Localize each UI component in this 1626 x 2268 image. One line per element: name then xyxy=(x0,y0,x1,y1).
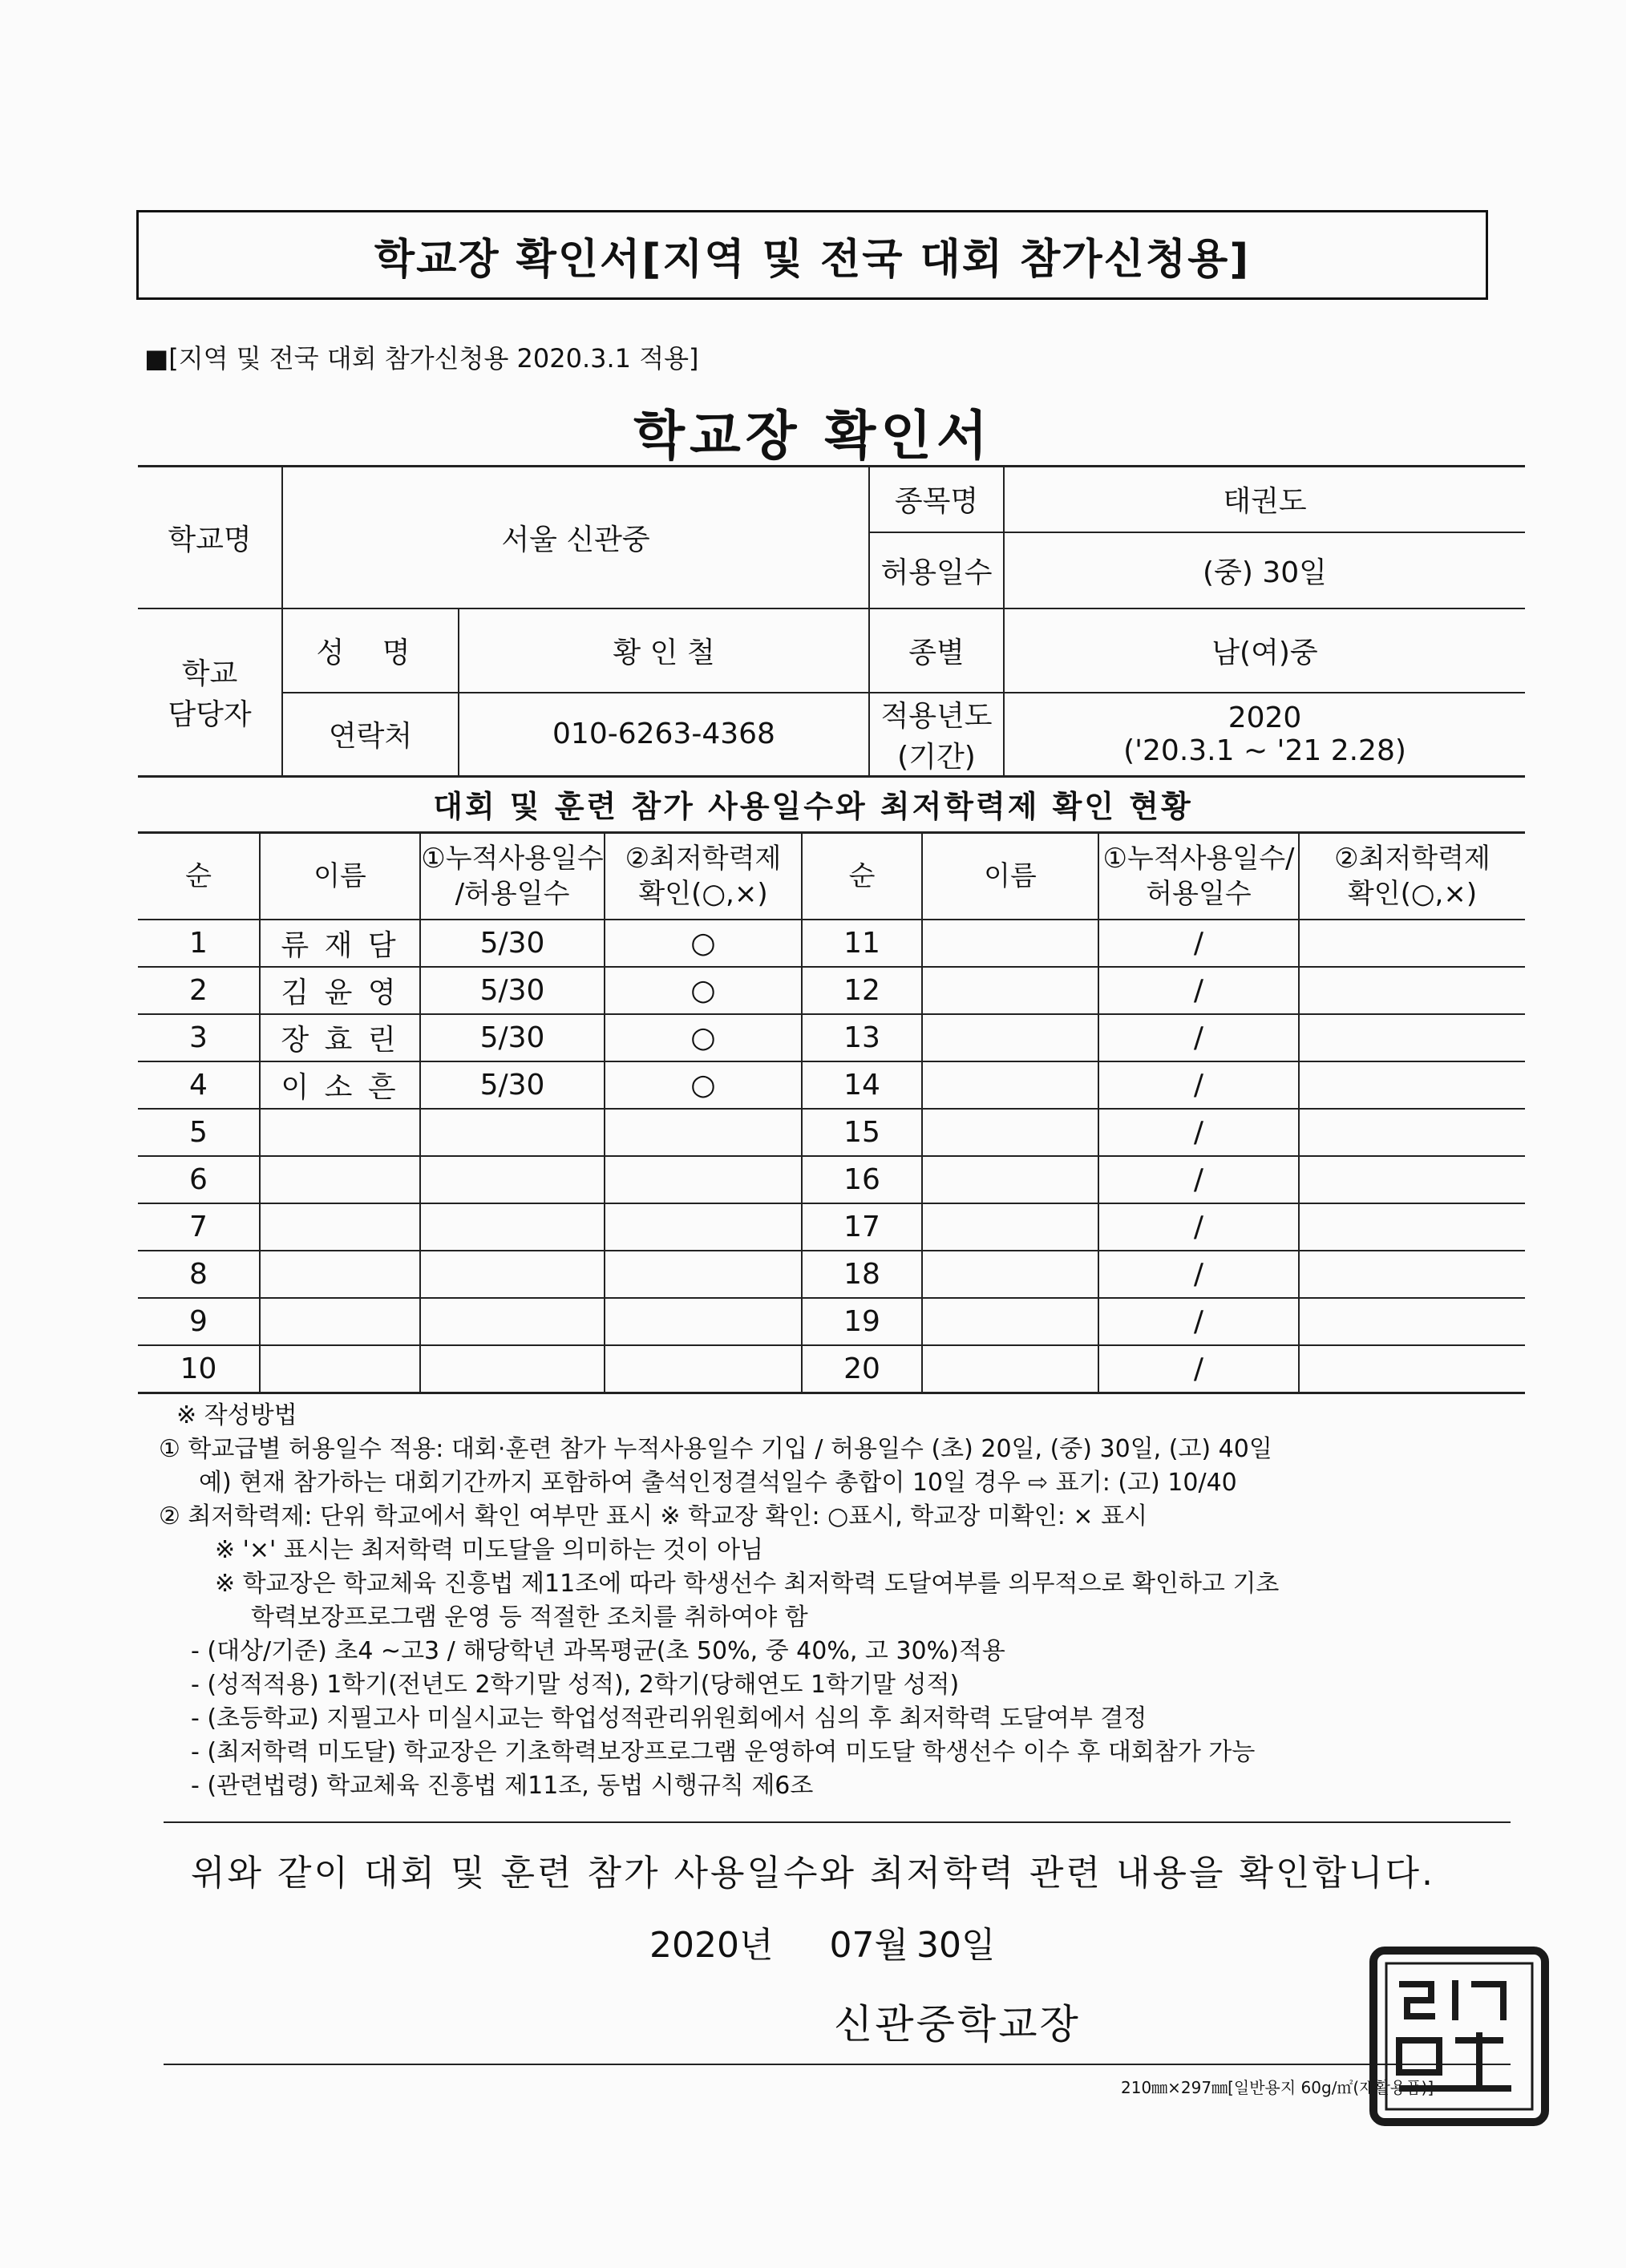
days-used-right: / xyxy=(1098,1061,1299,1109)
header-check-line2: 확인(○,×) xyxy=(638,878,768,910)
school-seal-stamp xyxy=(1367,1944,1551,2129)
row-number: 10 xyxy=(138,1345,260,1393)
days-used xyxy=(420,1156,605,1203)
detail-1: - (대상/기준) 초4 ~고3 / 해당학년 과목평균(초 50%, 중 40%, 고 30%)적용 xyxy=(191,1637,1005,1665)
academic-check-right xyxy=(1299,967,1525,1014)
school-value: 서울 신관중 xyxy=(282,467,869,608)
header-days-right-line2: 허용일수 xyxy=(1146,878,1252,910)
year-label-line1: 적용년도 xyxy=(880,699,993,733)
row-number: 1 xyxy=(138,920,260,967)
student-name-right xyxy=(922,1345,1098,1393)
category-label: 종별 xyxy=(869,608,1004,693)
academic-check-right xyxy=(1299,1109,1525,1156)
days-used-right: / xyxy=(1098,1156,1299,1203)
detail-5: - (관련법령) 학교체육 진흥법 제11조, 동법 시행규칙 제6조 xyxy=(191,1772,814,1800)
year-value-line2: ('20.3.1 ~ '21 2.28) xyxy=(1123,734,1406,767)
academic-check: ○ xyxy=(605,967,802,1014)
days-used-right: / xyxy=(1098,1251,1299,1298)
row-number-right: 20 xyxy=(802,1345,922,1393)
table-row xyxy=(138,967,1525,1014)
row-number-right: 11 xyxy=(802,920,922,967)
note-2-c: 학력보장프로그램 운영 등 적절한 조치를 취하여야 함 xyxy=(251,1603,808,1631)
academic-check-right xyxy=(1299,1298,1525,1345)
row-number-right: 19 xyxy=(802,1298,922,1345)
days-used-right: / xyxy=(1098,1203,1299,1251)
row-number: 2 xyxy=(138,967,260,1014)
header-days-right-line1: ①누적사용일수/ xyxy=(1102,843,1295,875)
document-title: 학교장 확인서 xyxy=(633,405,993,467)
header-days-line1: ①누적사용일수 xyxy=(421,843,604,875)
days-used xyxy=(420,1345,605,1393)
year-label-line2: (기간) xyxy=(897,740,976,774)
notes-section xyxy=(159,1399,1538,1803)
table-row xyxy=(138,1345,1525,1393)
academic-check-right xyxy=(1299,1156,1525,1203)
header-order-right: 순 xyxy=(802,833,922,920)
days-used xyxy=(420,1109,605,1156)
days-used-right: / xyxy=(1098,1014,1299,1061)
days-used: 5/30 xyxy=(420,1014,605,1061)
event-value: 태권도 xyxy=(1004,467,1525,532)
student-name: 이 소 흔 xyxy=(260,1061,420,1109)
staff-label-line2: 담당자 xyxy=(168,698,252,732)
allowed-days-label: 허용일수 xyxy=(869,532,1004,608)
row-number-right: 17 xyxy=(802,1203,922,1251)
table-row xyxy=(138,1061,1525,1109)
student-name xyxy=(260,1251,420,1298)
contact-label: 연락처 xyxy=(282,693,459,777)
issue-date xyxy=(649,1916,1051,1967)
school-label: 학교명 xyxy=(138,467,282,608)
days-used-right: / xyxy=(1098,1345,1299,1393)
academic-check-right xyxy=(1299,1251,1525,1298)
academic-check: ○ xyxy=(605,1014,802,1061)
academic-check xyxy=(605,1345,802,1393)
table-row xyxy=(138,1251,1525,1298)
header-check-right xyxy=(1299,833,1525,920)
row-number-right: 15 xyxy=(802,1109,922,1156)
header-box-title: 학교장 확인서[지역 및 전국 대회 참가신청용] xyxy=(136,210,1488,300)
event-label: 종목명 xyxy=(869,467,1004,532)
student-name-right xyxy=(922,1203,1098,1251)
academic-check xyxy=(605,1203,802,1251)
student-name-right xyxy=(922,967,1098,1014)
header-name-right: 이름 xyxy=(922,833,1098,920)
student-name xyxy=(260,1298,420,1345)
row-number-right: 18 xyxy=(802,1251,922,1298)
row-number-right: 13 xyxy=(802,1014,922,1061)
academic-check xyxy=(605,1298,802,1345)
contact-value: 010-6263-4368 xyxy=(459,693,869,777)
date-day: 30일 xyxy=(916,1925,996,1966)
row-number: 5 xyxy=(138,1109,260,1156)
row-number: 6 xyxy=(138,1156,260,1203)
row-number: 7 xyxy=(138,1203,260,1251)
row-number: 8 xyxy=(138,1251,260,1298)
note-2-b: ※ 학교장은 학교체육 진흥법 제11조에 따라 학생선수 최저학력 도달여부를 의무적으로 확인하고 기초 xyxy=(215,1570,1280,1598)
divider-bottom xyxy=(164,2064,1511,2065)
student-name-right xyxy=(922,1156,1098,1203)
student-name: 류 재 담 xyxy=(260,920,420,967)
header-check xyxy=(605,833,802,920)
student-name xyxy=(260,1156,420,1203)
divider-top xyxy=(164,1821,1511,1823)
row-number-right: 14 xyxy=(802,1061,922,1109)
year-label xyxy=(869,693,1004,777)
header-days-line2: /허용일수 xyxy=(455,878,570,910)
year-value-line1: 2020 xyxy=(1228,701,1302,734)
days-used-right: / xyxy=(1098,1109,1299,1156)
date-year: 2020년 xyxy=(649,1925,774,1966)
student-name xyxy=(260,1345,420,1393)
student-name-right xyxy=(922,1109,1098,1156)
paper-footer: 210㎜×297㎜[일반용지 60g/㎡(재활용품)] xyxy=(1121,2078,1434,2097)
note-2-a: ※ '×' 표시는 최저학력 미도달을 의미하는 것이 아님 xyxy=(215,1536,764,1564)
row-number: 3 xyxy=(138,1014,260,1061)
allowed-days-value: (중) 30일 xyxy=(1004,532,1525,608)
student-name-right xyxy=(922,1061,1098,1109)
student-name-right xyxy=(922,920,1098,967)
academic-check-right xyxy=(1299,1061,1525,1109)
table-row xyxy=(138,1298,1525,1345)
student-name-right xyxy=(922,1251,1098,1298)
staff-label-line1: 학교 xyxy=(181,657,238,691)
detail-3: - (초등학교) 지필고사 미실시교는 학업성적관리위원회에서 심의 후 최저학력 도달여부 결정 xyxy=(191,1704,1147,1732)
academic-check xyxy=(605,1156,802,1203)
days-used: 5/30 xyxy=(420,920,605,967)
table-row xyxy=(138,1014,1525,1061)
student-name: 장 효 린 xyxy=(260,1014,420,1061)
info-table xyxy=(138,465,1525,778)
table-row xyxy=(138,1156,1525,1203)
academic-check: ○ xyxy=(605,920,802,967)
academic-check-right xyxy=(1299,1345,1525,1393)
academic-check xyxy=(605,1109,802,1156)
name-label: 성 명 xyxy=(282,608,459,693)
academic-check: ○ xyxy=(605,1061,802,1109)
participation-table xyxy=(138,831,1525,1394)
category-value: 남(여)중 xyxy=(1004,608,1525,693)
detail-2: - (성적적용) 1학기(전년도 2학기말 성적), 2학기(당해연도 1학기말 성적) xyxy=(191,1671,960,1699)
note-1: ① 학교급별 허용일수 적용: 대회·훈련 참가 누적사용일수 기입 / 허용일수 (초) 20일, (중) 30일, (고) 40일 xyxy=(159,1435,1272,1463)
row-number-right: 12 xyxy=(802,967,922,1014)
applied-note: ■[지역 및 전국 대회 참가신청용 2020.3.1 적용] xyxy=(144,343,699,374)
student-name xyxy=(260,1203,420,1251)
academic-check-right xyxy=(1299,1014,1525,1061)
table-row xyxy=(138,1109,1525,1156)
days-used xyxy=(420,1203,605,1251)
academic-check-right xyxy=(1299,920,1525,967)
notes-heading: ※ 작성방법 xyxy=(176,1401,297,1429)
header-days xyxy=(420,833,605,920)
header-check-line1: ②최저학력제 xyxy=(625,843,782,875)
name-value: 황 인 철 xyxy=(459,608,869,693)
staff-label xyxy=(138,608,282,777)
row-number: 4 xyxy=(138,1061,260,1109)
header-name: 이름 xyxy=(260,833,420,920)
days-used xyxy=(420,1298,605,1345)
student-name-right xyxy=(922,1298,1098,1345)
date-month: 07월 xyxy=(829,1925,908,1966)
header-check-right-line2: 확인(○,×) xyxy=(1347,878,1478,910)
days-used-right: / xyxy=(1098,967,1299,1014)
days-used: 5/30 xyxy=(420,967,605,1014)
days-used xyxy=(420,1251,605,1298)
academic-check xyxy=(605,1251,802,1298)
detail-4: - (최저학력 미도달) 학교장은 기초학력보장프로그램 운영하여 미도달 학생선수 이수 후 대회참가 가능 xyxy=(191,1738,1256,1766)
student-name xyxy=(260,1109,420,1156)
section-title: 대회 및 훈련 참가 사용일수와 최저학력제 확인 현황 xyxy=(433,789,1193,824)
table-row xyxy=(138,920,1525,967)
days-used-right: / xyxy=(1098,920,1299,967)
year-value xyxy=(1004,693,1525,777)
principal-signature: 신관중학교장 xyxy=(834,2001,1081,2048)
student-name: 김 윤 영 xyxy=(260,967,420,1014)
header-days-right xyxy=(1098,833,1299,920)
days-used: 5/30 xyxy=(420,1061,605,1109)
confirmation-text: 위와 같이 대회 및 훈련 참가 사용일수와 최저학력 관련 내용을 확인합니다. xyxy=(191,1853,1435,1894)
days-used-right: / xyxy=(1098,1298,1299,1345)
table-body xyxy=(138,920,1525,1393)
header-check-right-line1: ②최저학력제 xyxy=(1334,843,1490,875)
header-order: 순 xyxy=(138,833,260,920)
note-1-example: 예) 현재 참가하는 대회기간까지 포함하여 출석인정결석일수 총합이 10일 경우 ⇨ 표기: (고) 10/40 xyxy=(199,1469,1237,1497)
note-2: ② 최저학력제: 단위 학교에서 확인 여부만 표시 ※ 학교장 확인: ○표시, 학교장 미확인: × 표시 xyxy=(159,1502,1148,1530)
table-header-row xyxy=(138,833,1525,920)
row-number: 9 xyxy=(138,1298,260,1345)
student-name-right xyxy=(922,1014,1098,1061)
row-number-right: 16 xyxy=(802,1156,922,1203)
table-row xyxy=(138,1203,1525,1251)
academic-check-right xyxy=(1299,1203,1525,1251)
